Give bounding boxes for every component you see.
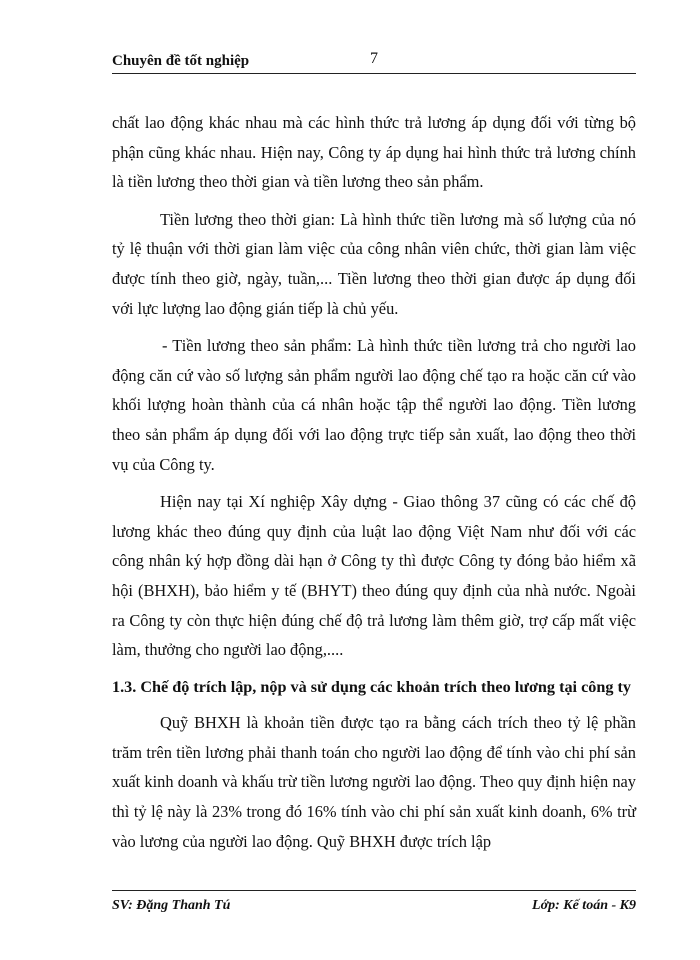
paragraph-bhxh-fund: Quỹ BHXH là khoản tiền được tạo ra bằng cách trích theo tỷ lệ phần trăm trên tiền lương phải thanh toán cho người lao động để tính vào chi phí sản xuất kinh doanh và khấu trừ tiền lương người lao động. Theo quy định hiện nay thì tỷ lệ này là 23% trong đó 16% tính vào chi phí sản xuất kinh doanh, 6% trừ vào lương của người lao động. Quỹ BHXH được trích lập xyxy=(112,713,636,851)
paragraph-product-based-wage: - Tiền lương theo sản phẩm: Là hình thức tiền lương trả cho người lao động căn cứ vào số lượng sản phẩm người lao động chế tạo ra hoặc căn cứ vào khối lượng hoàn thành của cá nhân hoặc tập thể người lao động. Tiền lương theo sản phẩm áp dụng đối với lao động trực tiếp sản xuất, lao động theo thời vụ của Công ty. xyxy=(112,336,636,474)
footer-student: SV: Đặng Thanh Tú xyxy=(112,898,231,913)
page-number: 7 xyxy=(370,50,378,67)
header-title: Chuyên đề tốt nghiệp xyxy=(112,53,250,69)
document-body xyxy=(112,108,636,864)
footer-class: Lớp: Kế toán - K9 xyxy=(532,898,636,913)
paragraph-intro: chất lao động khác nhau mà các hình thức trả lương áp dụng đối với từng bộ phận cũng khác nhau. Hiện nay, Công ty áp dụng hai hình thức trả lương chính là tiền lương theo thời gian và tiền lương theo sản phẩm. xyxy=(112,113,636,192)
paragraph-time-based-wage: Tiền lương theo thời gian: Là hình thức tiền lương mà số lượng của nó tỷ lệ thuận với thời gian làm việc của công nhân viên chức, thời gian làm việc được tính theo giờ, ngày, tuần,... Tiền lương theo thời gian được áp dụng đối với lực lượng lao động gián tiếp là chủ yếu. xyxy=(112,209,636,318)
page-header xyxy=(112,50,636,74)
section-heading: 1.3. Chế độ trích lập, nộp và sử dụng các khoản trích theo lương tại công ty xyxy=(112,677,632,696)
paragraph-other-regimes: Hiện nay tại Xí nghiệp Xây dựng - Giao thông 37 cũng có các chế độ lương khác theo đúng quy định của luật lao động Việt Nam như đối với các công nhân ký hợp đồng dài hạn ở Công ty thì được Công ty đóng bảo hiểm xã hội (BHXH), bảo hiểm y tế (BHYT) theo đúng quy định của nhà nước. Ngoài ra Công ty còn thực hiện đúng chế độ trả lương làm thêm giờ, trợ cấp mất việc làm, thưởng cho người lao động,.... xyxy=(112,492,636,660)
page-footer xyxy=(112,890,636,914)
